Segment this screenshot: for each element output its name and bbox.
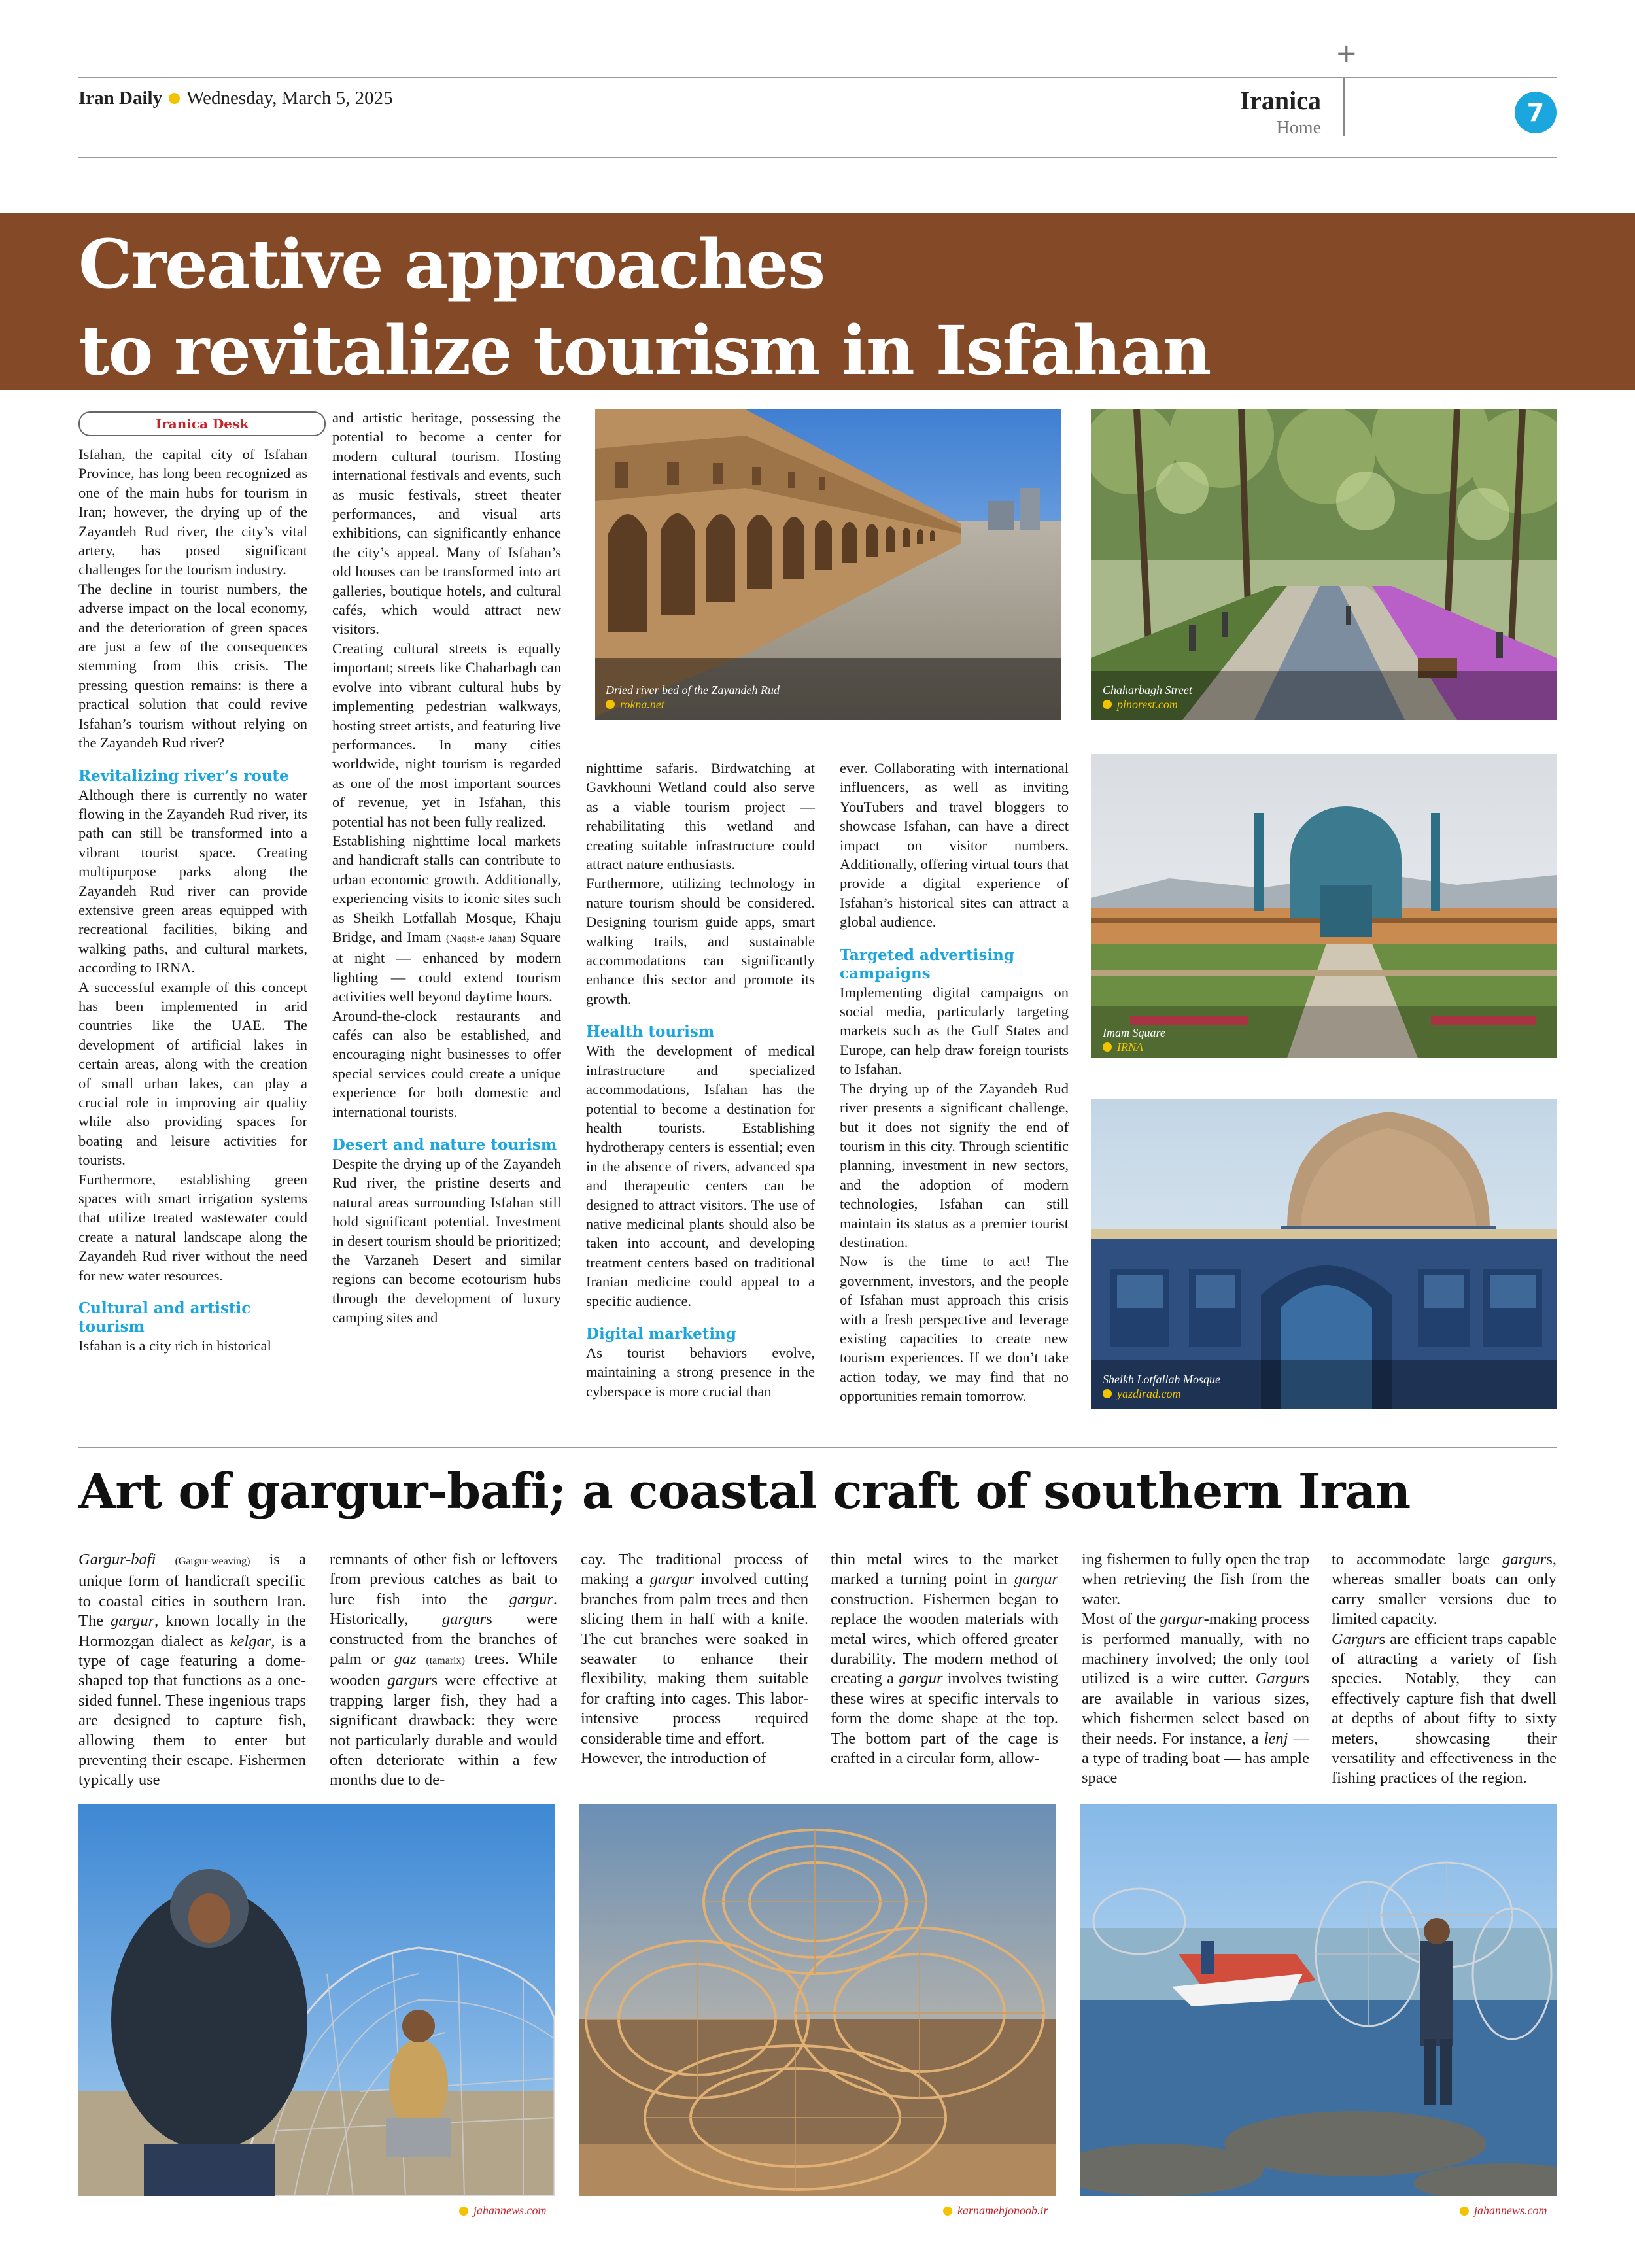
subsection-name: Home xyxy=(1276,118,1321,138)
paragraph: The decline in tourist numbers, the adverse impact on the local economy, and the deterioration of green spaces are just a few of the consequences stemming from this crisis. The pressing question remains: is there a practical solution that could revive Isfahan’s tourism without relying on the Zayandeh Rud river? xyxy=(78,580,307,751)
source-text: jahannews.com xyxy=(473,2204,547,2217)
photo3-source xyxy=(1460,2204,1547,2218)
page-number-badge: 7 xyxy=(1515,92,1557,133)
caption-sheikh-lotfallah xyxy=(1103,1372,1220,1401)
term: Gargur-bafi xyxy=(78,1551,156,1568)
term: gargur xyxy=(387,1672,432,1690)
text-run: . Historically, xyxy=(330,1590,557,1628)
paragraph xyxy=(831,1550,1058,1768)
term: gargur xyxy=(509,1590,553,1608)
photo-sheikh-lotfallah xyxy=(1091,1099,1557,1409)
source-dot-icon xyxy=(459,2207,468,2216)
source-dot-icon xyxy=(1103,1042,1112,1052)
paragraph: Implementing digital campaigns on social media, particularly targeting markets such as the Gulf States and Europe, can help draw foreign tourists to Isfahan. xyxy=(840,984,1069,1078)
term: Gargur xyxy=(1332,1630,1379,1648)
source-text: rokna.net xyxy=(620,698,664,711)
text-run: — a type of trading boat — has ample space xyxy=(1082,1729,1310,1787)
article2-column-1 xyxy=(78,1550,306,1791)
paragraph: Around-the-clock restaurants and cafés can also be established, and encouraging night businesses to offer special services could create a unique experience for both domestic and international tourists. xyxy=(332,1007,561,1120)
paragraph: ing fishermen to fully open the trap when retrieving the fish from the water. xyxy=(1082,1551,1309,1608)
paragraph xyxy=(332,831,561,1006)
subheading-health: Health tourism xyxy=(586,1023,715,1041)
term: gargur xyxy=(110,1612,155,1630)
paragraph: ever. Collaborating with international influencers, as well as inviting YouTubers and travel bloggers to showcase Isfahan, can have a direct impact on visitor numbers. Additionally, offering virtual tours that provide a digital experience of Isfahan’s historical sites can attract a global audience. xyxy=(840,760,1069,931)
text-run: , known locally in the Hormozgan dialect as xyxy=(78,1612,307,1650)
text-run: is a unique form of handicraft specific to coastal cities in southern Iran. The xyxy=(78,1551,307,1630)
headline-banner xyxy=(0,213,1635,390)
text-run: Establishing nighttime local markets and handicraft stalls can contribute to urban economic growth. Additionally, experiencing visits to iconic sites such as Sheikh Lotfallah Mosque, Khaju Bridge, and Imam xyxy=(332,832,561,945)
paragraph: Isfahan is a city rich in historical xyxy=(78,1337,271,1354)
text-run: remnants of other fish or leftovers from previous catches as bait to lure fish into the xyxy=(330,1551,557,1608)
term: gaz xyxy=(394,1650,417,1668)
term: gargur xyxy=(649,1570,694,1589)
caption-source xyxy=(1103,697,1192,712)
issue-date: Wednesday, March 5, 2025 xyxy=(186,88,393,109)
article2-headline: Art of gargur-bafi; a coastal craft of southern Iran xyxy=(78,1464,1411,1520)
article1-column-3 xyxy=(586,759,815,1401)
caption-source xyxy=(606,697,780,712)
text-run-small: (tamarix) xyxy=(426,1655,465,1667)
subheading-cultural: Cultural and artistic tourism xyxy=(78,1299,251,1336)
paragraph xyxy=(1332,1550,1557,1630)
subheading-digital: Digital marketing xyxy=(586,1324,736,1343)
photo1-source xyxy=(459,2204,547,2218)
paragraph: Despite the drying up of the Zayandeh Rud river, the pristine deserts and natural areas surrounding Isfahan still hold significant potential. Investment in desert tourism should be prioritized; the Varzaneh Desert and similar regions can become ecotourism hubs through the development of luxury camping sites and xyxy=(332,1156,561,1326)
text-run: thin metal wires to the market marked a turning point in xyxy=(831,1551,1058,1589)
section-name: Iranica xyxy=(1239,86,1321,115)
paragraph: Now is the time to act! The government, investors, and the people of Isfahan must approach this crisis with a fresh perspective and leverage existing capacities to create new tourism experiences. If we don’t take action today, we may find that no opportunities remain tomorrow. xyxy=(840,1253,1069,1405)
paragraph: Furthermore, establishing green spaces with smart irrigation systems that utilize treated wastewater could create a natural landscape along the Zayandeh Rud river without the need for new water resources. xyxy=(78,1171,307,1284)
term: gargur xyxy=(899,1670,943,1688)
text-run: involved cutting branches from palm trees and then slicing them in half with a knife. The cut branches were soaked in seawater to enhance their flexibility, making them suitable for crafting into cages. This labor-intensive process required considerable time and effort. xyxy=(581,1570,808,1747)
source-dot-icon xyxy=(1103,700,1112,709)
paragraph: and artistic heritage, possessing the potential to become a center for modern cultural tourism. Hosting international festivals and events, such as music festivals, street theater performances, and visual arts exhibitions, can significantly enhance the city’s appeal. Many of Isfahan’s old houses can be transformed into art galleries, boutique hotels, and cultural cafés, which would attract new visitors. xyxy=(332,409,561,638)
caption-imam-square xyxy=(1103,1025,1165,1054)
caption-text: Chaharbagh Street xyxy=(1103,683,1192,696)
text-run-small: (Gargur-weaving) xyxy=(175,1556,250,1567)
text-run: Most of the xyxy=(1082,1610,1160,1628)
article2-column-5 xyxy=(1082,1550,1309,1789)
source-dot-icon xyxy=(943,2207,952,2216)
source-text: jahannews.com xyxy=(1474,2204,1547,2217)
text-run: Square at night — enhanced by modern lighting — could extend tourism activities well beyond daytime hours. xyxy=(332,928,561,1005)
header-bottom-rule xyxy=(78,157,1557,158)
paragraph: A successful example of this concept has been implemented in arid countries like the UAE. The development of artificial lakes in certain areas, along with the creation of small urban lakes, can play a crucial role in improving air quality while also providing spaces for boating and leisure activities for tourists. xyxy=(78,978,307,1169)
header-divider xyxy=(1343,78,1345,136)
article2-column-4 xyxy=(831,1550,1058,1768)
text-run: , is a type of cage featuring a dome-shaped top that functions as a one-sided funnel. These ingenious traps are designed to capture fish, allowing them to enter but preventing their escape. Fishermen typically use xyxy=(78,1632,306,1789)
paragraph: nighttime safaris. Birdwatching at Gavkhouni Wetland could also serve as a viable tourism project — rehabilitating this wetland and creating suitable infrastructure could attract nature enthusiasts. xyxy=(586,760,815,873)
source-text: yazdirad.com xyxy=(1117,1387,1181,1400)
paragraph: However, the introduction of xyxy=(581,1749,766,1768)
text-run: cay. The traditional process of making a xyxy=(581,1551,808,1589)
term: lenj xyxy=(1264,1729,1288,1747)
term: gargur xyxy=(1502,1551,1547,1568)
paragraph xyxy=(1332,1630,1557,1789)
paragraph: The drying up of the Zayandeh Rud river presents a significant challenge, but it does not signify the end of tourism in this city. Through scientific planning, investment in new sectors, and the adoption of modern technologies, Isfahan can still maintain its status as a premier tourist destination. xyxy=(840,1080,1069,1250)
subheading-targeted: Targeted advertising campaigns xyxy=(840,946,1014,982)
paragraph: With the development of medical infrastructure and specialized accommodations, Isfahan has the potential to become a destination for health tourists. Establishing hydrotherapy centers is essential; even in the absence of rivers, advanced spa and therapeutic centers can be designed to attract visitors. The use of native medicinal plants should also be taken into account, and developing treatment centers based on traditional Iranian medicine could appeal to a specific audience. xyxy=(586,1042,815,1309)
text-run: trees. While wooden xyxy=(330,1650,558,1690)
text-run: s, whereas smaller boats can only carry smaller versions due to limited capacity. xyxy=(1332,1551,1557,1628)
photo-dried-river-bed xyxy=(595,409,1061,720)
subheading-desert: Desert and nature tourism xyxy=(332,1136,557,1154)
crosshair-icon: + xyxy=(1335,39,1358,69)
term: gargur xyxy=(1014,1570,1058,1589)
photo-chaharbagh-street xyxy=(1091,409,1557,720)
article1-column-4 xyxy=(840,759,1069,1406)
caption-text: Imam Square xyxy=(1103,1026,1165,1039)
text-run: s were constructed from the branches of palm or xyxy=(330,1610,558,1668)
text-run xyxy=(417,1650,426,1668)
header-paper-info xyxy=(78,88,393,109)
text-run: -making process is performed manually, with no machinery involved; the only tool utilized is a wire cutter. xyxy=(1082,1610,1310,1688)
article1-column-2 xyxy=(332,408,561,1328)
caption-source xyxy=(1103,1040,1165,1054)
photo-imam-square xyxy=(1091,754,1557,1058)
byline-badge: Iranica Desk xyxy=(78,411,326,436)
caption-dried-river xyxy=(606,683,780,712)
caption-chaharbagh xyxy=(1103,683,1192,712)
paragraph: Although there is currently no water flowing in the Zayandeh Rud river, its path can still be transformed into a vibrant tourist space. Creating multipurpose parks along the Zayandeh Rud river can provide extensive green areas equipped with recreational facilities, biking and walking paths, and cultural markets, according to IRNA. xyxy=(78,786,307,976)
paragraph xyxy=(330,1550,557,1791)
subheading-river: Revitalizing river’s route xyxy=(78,766,289,785)
paragraph xyxy=(78,1550,306,1791)
source-text: karnamehjonoob.ir xyxy=(957,2204,1048,2217)
photo-fishermen-shore xyxy=(1080,1804,1557,2196)
article-divider xyxy=(78,1447,1557,1448)
photo-fisherman-weaving xyxy=(78,1804,555,2196)
article2-column-2 xyxy=(330,1550,557,1791)
caption-text: Dried river bed of the Zayandeh Rud xyxy=(606,683,780,696)
text-run: s are available in various sizes, which fishermen select based on their needs. For instance, a xyxy=(1082,1670,1309,1747)
paragraph: Creating cultural streets is equally important; streets like Chaharbagh can evolve into vibrant cultural hubs by implementing pedestrian walkways, hosting street artists, and featuring live performances. In many cities worldwide, night tourism is regarded as one of the most important sources of revenue, yet in Isfahan, this potential has not been fully realized. xyxy=(332,640,561,830)
paragraph: Furthermore, utilizing technology in nature tourism should be considered. Designing tourism guide apps, smart walking trails, and sustainable accommodations can significantly enhance this sector and promote its growth. xyxy=(586,875,815,1007)
photo2-source xyxy=(943,2204,1048,2218)
text-run xyxy=(156,1551,175,1568)
caption-text: Sheikh Lotfallah Mosque xyxy=(1103,1373,1220,1386)
text-run: involves twisting these wires at specific intervals to form the dome shape at the top. The bottom part of the cage is crafted in a circular form, allow- xyxy=(831,1670,1058,1768)
source-text: pinorest.com xyxy=(1117,698,1178,711)
paragraph xyxy=(1082,1609,1309,1789)
headline-line-2: to revitalize tourism in Isfahan xyxy=(78,311,1211,390)
article1-column-1 xyxy=(78,445,307,1355)
article2-column-6 xyxy=(1332,1550,1557,1789)
source-dot-icon xyxy=(606,700,615,709)
term: kelgar xyxy=(230,1632,271,1650)
paragraph: As tourist behaviors evolve, maintaining a strong presence in the cyberspace is more crucial than xyxy=(586,1344,815,1400)
term: gargur xyxy=(1160,1610,1204,1628)
article-headline xyxy=(78,222,1583,394)
paper-name: Iran Daily xyxy=(78,88,163,109)
article2-column-3 xyxy=(581,1550,808,1768)
text-run: s were effective at trapping larger fish, they had a significant drawback: they were not particularly durable and would often deteriorate within a few months due to de- xyxy=(330,1672,557,1789)
headline-line-1: Creative approaches xyxy=(78,225,825,304)
term: Gargur xyxy=(1255,1670,1303,1688)
separator-dot-icon xyxy=(169,93,180,104)
source-text: IRNA xyxy=(1117,1040,1143,1054)
source-dot-icon xyxy=(1103,1389,1112,1398)
photo-gargur-traps-stacked xyxy=(579,1804,1056,2196)
source-dot-icon xyxy=(1460,2207,1469,2216)
text-run: construction. Fishermen began to replace the wooden materials with metal wires, which offered greater durability. The modern method of creating a xyxy=(831,1590,1058,1688)
paragraph: Isfahan, the capital city of Isfahan Province, has long been recognized as one of the main hubs for tourism in Iran; however, the drying up of the Zayandeh Rud river, the city’s vital artery, has posed significant challenges for the tourism industry. xyxy=(78,446,307,578)
caption-source xyxy=(1103,1386,1220,1401)
text-run: s are efficient traps capable of attracting a variety of fish species. Notably, they can effectively capture fish that dwell at depths of about fifty to sixty meters, showcasing their versatility and effectiveness in the fishing practices of the region. xyxy=(1332,1630,1557,1787)
text-run-small: (Naqsh-e Jahan) xyxy=(445,933,516,944)
paragraph xyxy=(581,1550,808,1749)
header-top-rule xyxy=(78,77,1557,78)
text-run: to accommodate large xyxy=(1332,1551,1503,1568)
term: gargur xyxy=(441,1610,487,1628)
